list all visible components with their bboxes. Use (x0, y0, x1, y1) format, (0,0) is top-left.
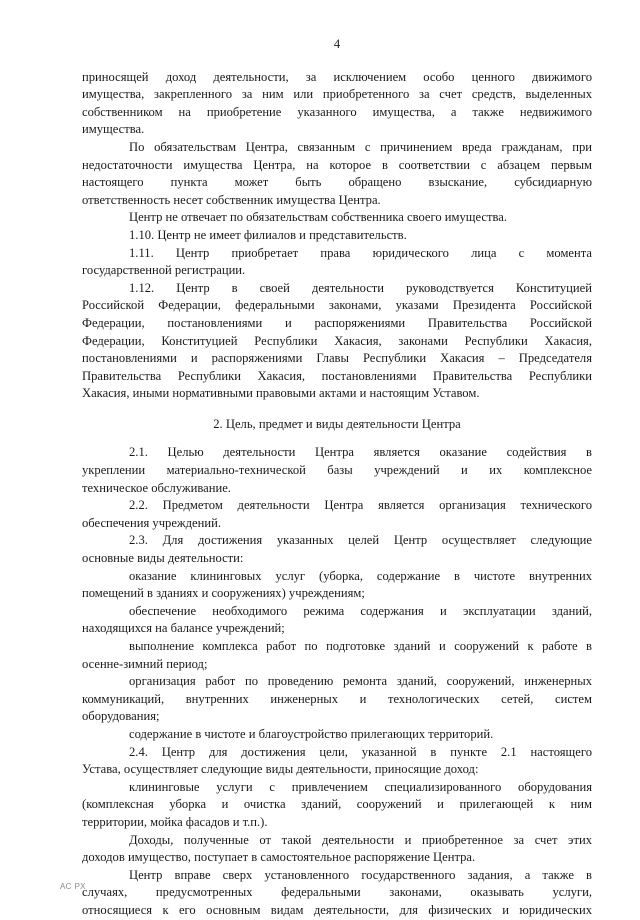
text-line: имущества, закрепленного за ним или приобретенного за счет средств, выделенных (82, 87, 592, 102)
text-line: постановлениями и распоряжениями Главы Республики Хакасия – Председателя (82, 351, 592, 366)
text-line: 1.12. Центр в своей деятельности руководствуется Конституцией (129, 280, 592, 295)
text-line: настоящего пункта может быть обращено взыскание, субсидиарную (82, 175, 592, 190)
text-line: 1.10. Центр не имеет филиалов и представительств. (129, 227, 407, 242)
text-line: Устава, осуществляет следующие виды деятельности, приносящие доход: (82, 762, 479, 777)
text-line: государственной регистрации. (82, 263, 246, 278)
text-line: 2.1. Целью деятельности Центра является оказание содействия в (129, 445, 592, 460)
text-line: Центр вправе сверх установленного государственного задания, а также в (129, 867, 592, 882)
text-line: Федерации, постановлениями и распоряжениями Правительства Российской (82, 315, 592, 330)
text-line: По обязательствам Центра, связанным с причинением вреда гражданам, при (129, 139, 592, 154)
text-line: Центр не отвечает по обязательствам собственника своего имущества. (129, 210, 508, 225)
text-line: собственником на приобретение указанного имущества, а также недвижимого (82, 104, 592, 119)
text-line: недостаточности имущества Центра, на которое в соответствии с абзацем первым (82, 157, 592, 172)
text-line: 2.3. Для достижения указанных целей Центр осуществляет следующие (129, 533, 592, 548)
text-line: техническое обслуживание. (82, 480, 231, 495)
text-line: относящиеся к его основным видам деятельности, для физических и юридических (82, 902, 592, 917)
footer-mark: АС РХ (60, 882, 86, 891)
text-line: выполнение комплекса работ по подготовке зданий и сооружений к работе в (129, 639, 592, 653)
text-line: обеспечение необходимого режима содержания и эксплуатации зданий, (129, 603, 592, 618)
text-line: территории, мойка фасадов и т.п.). (82, 814, 268, 829)
text-line: Доходы, полученные от такой деятельности и приобретенное за счет этих (129, 832, 592, 847)
text-line: имущества. (82, 122, 145, 137)
section-2-heading: 2. Цель, предмет и виды деятельности Центра (213, 416, 461, 431)
page-number: 4 (333, 37, 341, 51)
text-line: приносящей доход деятельности, за исключением особо ценного движимого (82, 69, 592, 84)
text-line: помещений в зданиях и сооружениях) учреждениям; (82, 586, 365, 601)
section-2-text (82, 444, 592, 918)
text-line: оказание клининговых услуг (уборка, содержание в чистоте внутренних (129, 568, 592, 583)
document-page (82, 0, 592, 920)
text-line: ответственность несет собственник имущества Центра. (82, 192, 381, 207)
text-line: основные виды деятельности: (82, 551, 244, 566)
text-line: осенне-зимний период; (82, 656, 208, 671)
text-line: коммуникаций, внутренних инженерных и технологических сетей, систем (82, 691, 592, 706)
text-line: обеспечения учреждений. (82, 515, 221, 530)
text-line: находящихся на балансе учреждений; (82, 621, 285, 636)
text-line: Российской Федерации, федеральными законами, указами Президента Российской (82, 298, 592, 313)
text-line: доходов имущество, поступает в самостоятельное распоряжение Центра. (82, 850, 476, 865)
text-line: случаях, предусмотренных федеральными законами, оказывать услуги, (82, 885, 592, 900)
text-line: 2.2. Предметом деятельности Центра является организация технического (129, 498, 592, 513)
text-line: Федерации, Конституцией Республики Хакасия, законами Республики Хакасия, (82, 333, 592, 348)
text-line: клининговые услуги с привлечением специализированного оборудования (129, 779, 592, 794)
text-line: укреплении материально-технической базы учреждений и их комплексное (82, 463, 592, 478)
text-line: оборудования; (82, 709, 160, 724)
text-line: (комплексная уборка и очистка зданий, сооружений и прилегающей к ним (82, 797, 592, 812)
text-line: 2.4. Центр для достижения цели, указанной в пункте 2.1 настоящего (129, 744, 592, 759)
text-line: 1.11. Центр приобретает права юридического лица с момента (129, 245, 592, 260)
section-1-text (82, 69, 592, 402)
text-line: Правительства Республики Хакасия, постановлениями Правительства Республики (82, 368, 592, 383)
text-line: организация работ по проведению ремонта зданий, сооружений, инженерных (129, 674, 592, 689)
text-line: содержание в чистоте и благоустройство прилегающих территорий. (129, 726, 494, 741)
text-line: Хакасия, иными нормативными правовыми актами и настоящим Уставом. (82, 386, 480, 401)
